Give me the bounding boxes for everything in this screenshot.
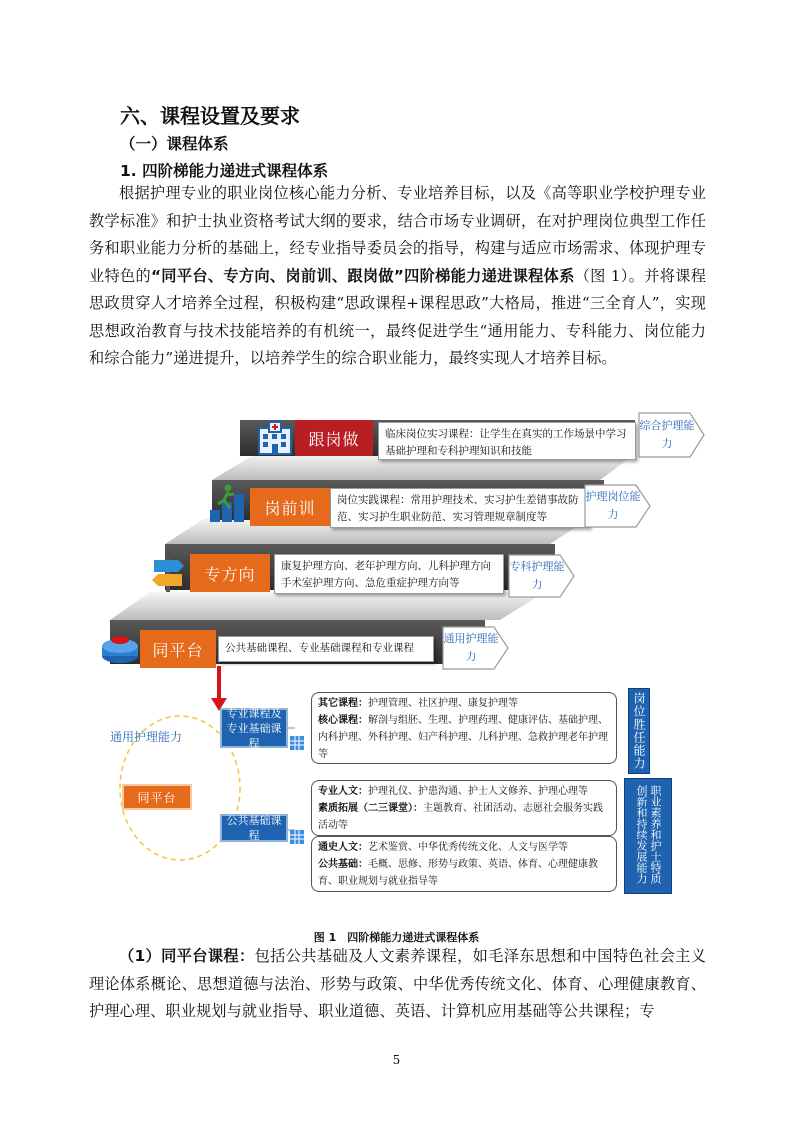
- box3-value-2: 毛概、思修、形势与政策、英语、体育、心理健康教育、职业规划与就业指导等: [318, 859, 598, 887]
- box1-key-1: 其它课程：: [318, 698, 368, 709]
- ability-label-4: 综合护理能力: [639, 419, 695, 450]
- course-system-figure: [90, 408, 710, 918]
- box3-key-1: 通史人文：: [318, 842, 368, 853]
- vbox2-col-b: 创新和持续发展能力: [635, 785, 648, 884]
- public-basic-details: [311, 836, 617, 892]
- section-heading: 六、课程设置及要求: [120, 104, 300, 128]
- ability-label-3: 护理岗位能力: [585, 490, 641, 521]
- platform-course-paragraph: [89, 943, 706, 1026]
- signpost-icon: [148, 554, 188, 594]
- step-desc-1: 公共基础课程、专业基础课程和专业课程: [218, 636, 434, 662]
- cycle-label: 通用护理能力: [110, 730, 183, 744]
- para2-text: 包括公共基础及人文素养课程，如毛泽东思想和中国特色社会主义理论体系概论、思想道德与法治、形势与政策、中华优秀传统文化、体育、心理健康教育、护理心理、职业规划与就业指导、职业道德、英语、计算机应用基础等公共课程；专: [89, 947, 707, 1020]
- database-platform-icon: [100, 630, 140, 666]
- public-course-box: 公共基础课程: [220, 814, 288, 842]
- hospital-icon: [255, 420, 295, 456]
- ability-arrow-1: [442, 626, 510, 670]
- grid-icon: [290, 736, 304, 750]
- humanities-details: [311, 780, 617, 836]
- box2-key-1: 专业人文：: [318, 786, 368, 797]
- vertical-box-literacy: [624, 778, 672, 894]
- step-desc-3: 岗位实践课程：常用护理技术、实习护生差错事故防范、实习护生职业防范、实习管理规章制度等: [330, 488, 590, 528]
- step-label-3: 岗前训: [250, 488, 330, 526]
- grid-icon: [290, 830, 304, 844]
- step-desc-2: 康复护理方向、老年护理方向、儿科护理方向手术室护理方向、急危重症护理方向等: [274, 554, 504, 594]
- ability-arrow-2: [508, 554, 576, 598]
- intro-paragraph: [89, 180, 706, 373]
- step-tread-2: [110, 592, 545, 620]
- box1-value-2: 解剖与组胚、生理、护理药理、健康评估、基础护理、内科护理、外科护理、妇产科护理、儿科护理、急救护理老年护理等: [318, 715, 608, 760]
- ability-arrow-3: [584, 484, 652, 528]
- box1-key-2: 核心课程：: [318, 715, 368, 726]
- box2-value-1: 护理礼仪、护患沟通、护士人文修养、护理心理等: [368, 786, 588, 797]
- box2-value-2: 主题教育、社团活动、志愿社会服务实践活动等: [318, 803, 603, 831]
- para2-bold: （1）同平台课程：: [119, 947, 255, 965]
- vbox2-col-a: 职业素养和护士特质: [649, 785, 662, 884]
- subsection-heading: （一）课程体系: [120, 135, 229, 153]
- step-label-2: 专方向: [190, 554, 270, 592]
- major-course-box: 专业课程及专业基础课程: [220, 708, 288, 748]
- step-label-4: 跟岗做: [295, 420, 373, 456]
- figure-caption: 图 1 四阶梯能力递进式课程体系: [313, 931, 480, 944]
- ability-label-2: 专科护理能力: [509, 560, 565, 591]
- box2-key-2: 素质拓展（二三课堂）：: [318, 803, 423, 814]
- vertical-box-competence: 岗位胜任能力: [628, 688, 650, 774]
- major-course-details: [311, 692, 617, 764]
- box1-value-1: 护理管理、社区护理、康复护理等: [368, 698, 518, 709]
- para1-text-a: 根据护理专业的职业岗位核心能力分析、专业培养目标，以及《高等职业学校护理专业教学标准》和护士执业资格考试大纲的要求，结合市场专业调研，在对护理岗位典型工作任务和职业能力分析的基础上，经专业指导委员会的指导，构建与适应市场需求、体现护理专业特色的: [89, 184, 706, 285]
- sub-subsection-heading: 1. 四阶梯能力递进式课程体系: [120, 162, 329, 180]
- para1-text-b: （图 1）。并将课程思政贯穿人才培养全过程，积极构建“思政课程+课程思政”大格局，推进“三全育人”，实现思想政治教育与技术技能培养的有机统一，最终促进学生“通用能力、专科能力、岗位能力和综合能力”递进提升，以培养学生的综合职业能力，最终实现人才培养目标。: [89, 266, 706, 367]
- page-number: 5: [392, 1053, 401, 1067]
- climbing-person-icon: [208, 484, 246, 524]
- ability-arrow-4: [638, 412, 706, 458]
- step-desc-4: 临床岗位实习课程：让学生在真实的工作场景中学习基础护理和专科护理知识和技能: [378, 422, 636, 460]
- para1-bold: “同平台、专方向、岗前训、跟岗做”四阶梯能力递进课程体系: [151, 266, 575, 285]
- step-label-1: 同平台: [140, 630, 216, 668]
- box3-key-2: 公共基础：: [318, 859, 368, 870]
- platform-label: 同平台: [122, 784, 192, 810]
- ability-label-1: 通用护理能力: [443, 632, 499, 663]
- box3-value-1: 艺术鉴赏、中华优秀传统文化、人文与医学等: [368, 842, 568, 853]
